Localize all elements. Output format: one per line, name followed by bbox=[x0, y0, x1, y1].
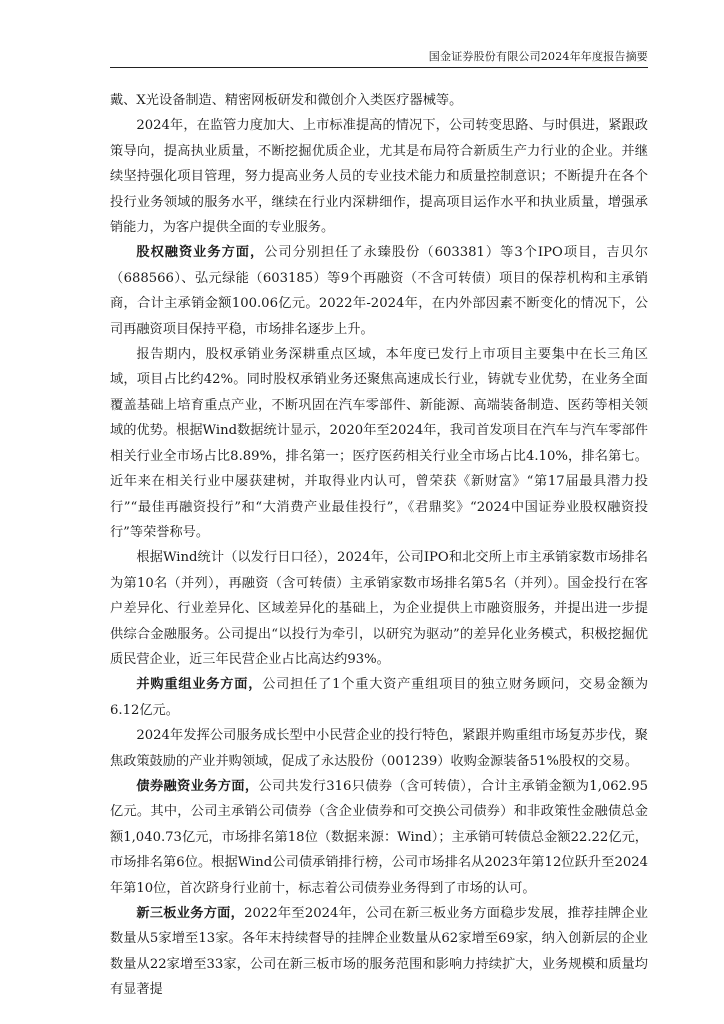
paragraph-text: 2022年至2024年，公司在新三板业务方面稳步发展，推荐挂牌企业数量从5家增至13家。各年末持续督导的挂牌企业数量从62家增至69家，纳入创新层的企业数量从22家增至33家，公司在新三板市场的服务范围和影响力持续扩大，业务规模和质量均有显著提 bbox=[110, 906, 648, 998]
paragraph-text: 根据Wind统计（以发行日口径），2024年，公司IPO和北交所上市主承销家数市场排名为第10名（并列），再融资（含可转债）主承销家数市场排名第5名（并列）。国金投行在客户差异化、行业差异化、区域差异化的基础上，为企业提供上市融资服务，并提出进一步提供综合金融服务。公司提出“以投行为牵引，以研究为驱动”的差异化业务模式，积极挖掘优质民营企业，近三年民营企业占比高达约93%。 bbox=[110, 550, 648, 667]
paragraph bbox=[110, 774, 648, 901]
body-text bbox=[110, 88, 648, 1003]
page-header bbox=[110, 50, 648, 68]
paragraph bbox=[110, 672, 648, 723]
paragraph-lead: 债券融资业务方面， bbox=[136, 778, 259, 794]
paragraph-lead: 并购重组业务方面， bbox=[136, 677, 263, 693]
paragraph bbox=[110, 723, 648, 774]
paragraph-text: 公司共发行316只债券（含可转债），合计主承销金额为1,062.95亿元。其中，公司主承销公司债券（含企业债券和可交换公司债券）和非政策性金融债总金额1,040.73亿元，市场排名第18位（数据来源：Wind）；主承销可转债总金额22.22亿元，市场排名第6位。根据Wind公司债承销排行榜，公司市场排名从2023年第12位跃升至2024年第10位，首次跻身行业前十，标志着公司债券业务得到了市场的认可。 bbox=[110, 778, 648, 896]
paragraph-lead: 股权融资业务方面， bbox=[136, 245, 265, 261]
paragraph bbox=[110, 901, 648, 1003]
paragraph bbox=[110, 342, 648, 545]
paragraph bbox=[110, 88, 648, 113]
paragraph-text: 公司分别担任了永臻股份（603381）等3个IPO项目，吉贝尔（688566）、弘元绿能（603185）等9个再融资（不含可转债）项目的保荐机构和主承销商，合计主承销金额100.06亿元。2022年-2024年，在内外部因素不断变化的情况下，公司再融资项目保持平稳，市场排名逐步上升。 bbox=[110, 245, 649, 337]
paragraph-lead: 新三板业务方面， bbox=[136, 906, 245, 921]
paragraph-text: 2024年，在监管力度加大、上市标准提高的情况下，公司转变思路、与时俱进，紧跟政策导向，提高执业质量，不断挖掘优质企业，尤其是布局符合新质生产力行业的企业。并继续坚持强化项目管理，努力提高业务人员的专业技术能力和质量控制意识；不断提升在各个投行业务领域的服务水平，继续在行业内深耕细作，提高项目运作水平和执业质量，增强承销能力，为客户提供全面的专业服务。 bbox=[110, 118, 648, 236]
paragraph bbox=[110, 240, 648, 342]
paragraph-text: 2024年发挥公司服务成长型中小民营企业的投行特色，紧跟并购重组市场复苏步伐，聚焦政策鼓励的产业并购领域，促成了永达股份（001239）收购金源装备51%股权的交易。 bbox=[110, 728, 648, 769]
paragraph bbox=[110, 545, 648, 672]
header-title: 国金证券股份有限公司2024年年度报告摘要 bbox=[428, 50, 648, 63]
paragraph-text: 公司担任了1个重大资产重组项目的独立财务顾问，交易金额为6.12亿元。 bbox=[110, 677, 649, 718]
paragraph-text: 报告期内，股权承销业务深耕重点区域，本年度已发行上市项目主要集中在长三角区域，项目占比约42%。同时股权承销业务还聚焦高速成长行业，铸就专业优势，在业务全面覆盖基础上培育重点产业，不断巩固在汽车零部件、新能源、高端装备制造、医药等相关领域的优势。根据Wind数据统计显示，2020年至2024年，我司首发项目在汽车与汽车零部件相关行业全市场占比8.89%，排名第一；医疗医药相关行业全市场占比4.10%，排名第七。近年来在相关行业中屡获建树，并取得业内认可，曾荣获《新财富》“第17届最具潜力投行”“最佳再融资投行”和“大消费产业最佳投行”，《君鼎奖》“2024中国证券业股权融资投行”等荣誉称号。 bbox=[110, 347, 648, 540]
paragraph bbox=[110, 113, 648, 240]
paragraph-text: 戴、X光设备制造、精密网板研发和微创介入类医疗器械等。 bbox=[110, 93, 463, 108]
